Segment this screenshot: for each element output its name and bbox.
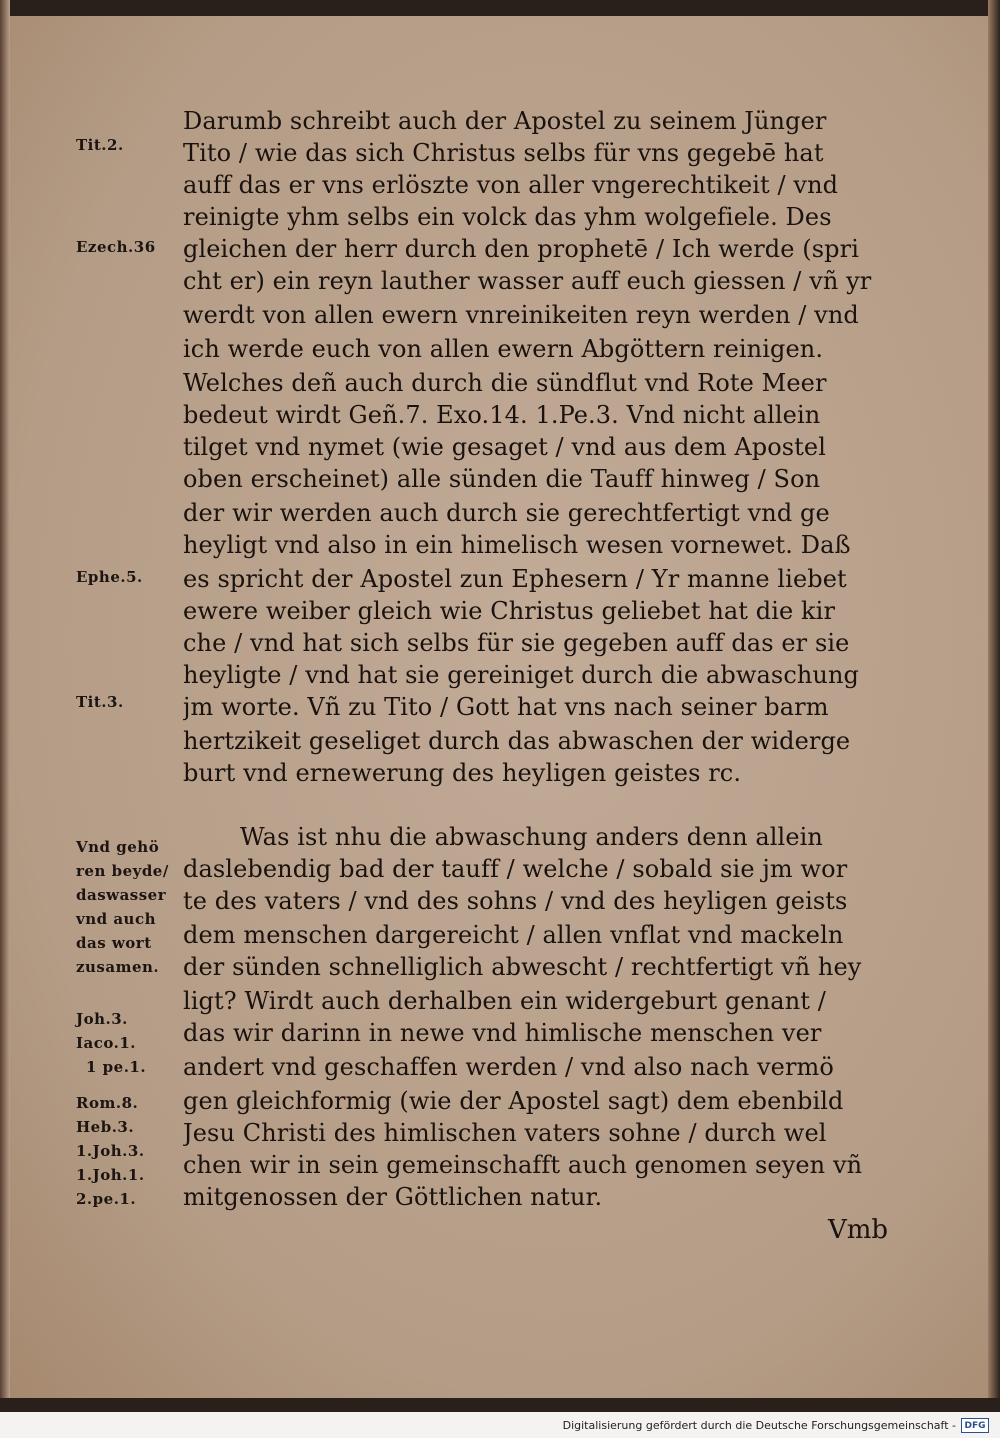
text-line: ligt? Wirdt auch derhalben ein widergeburt genant / [183, 987, 826, 1015]
margin-note: Tit.3. [76, 693, 124, 711]
margin-note: Joh.3. [76, 1010, 128, 1028]
text-line: der wir werden auch durch sie gerechtfertigt vnd ge [183, 499, 830, 527]
text-line: cht er) ein reyn lauther wasser auff euch giessen / vñ yr [183, 267, 872, 295]
margin-note: 1.Joh.3. [76, 1142, 145, 1160]
catchword: Vmb [828, 1215, 889, 1245]
right-scan-edge [988, 0, 1000, 1412]
text-line: es spricht der Apostel zun Ephesern / Yr manne liebet [183, 565, 847, 593]
text-line: mitgenossen der Göttlichen natur. [183, 1183, 603, 1211]
text-line: burt vnd ernewerung des heyligen geistes rc. [183, 759, 742, 787]
text-line: chen wir in sein gemeinschafft auch genomen seyen vñ [183, 1151, 863, 1179]
text-line: heyligte / vnd hat sie gereiniget durch die abwaschung [183, 661, 859, 689]
text-line: der sünden schnelliglich abwescht / rechtfertigt vñ hey [183, 953, 862, 981]
text-line: ewere weiber gleich wie Christus geliebet hat die kir [183, 597, 836, 625]
text-line: jm worte. Vñ zu Tito / Gott hat vns nach seiner barm [183, 693, 829, 721]
margin-note: zusamen. [76, 958, 160, 976]
text-line: oben erscheinet) alle sünden die Tauff hinweg / Son [183, 465, 821, 493]
text-line: Tito / wie das sich Christus selbs für vns gegebē hat [183, 139, 824, 167]
margin-note: ren beyde/ [76, 862, 169, 880]
margin-note: 1.Joh.1. [76, 1166, 145, 1184]
margin-note: das wort [76, 934, 152, 952]
text-line: bedeut wirdt Geñ.7. Exo.14. 1.Pe.3. Vnd nicht allein [183, 401, 821, 429]
text-line: Jesu Christi des himlischen vaters sohne / durch wel [183, 1119, 827, 1147]
text-line: dem menschen dargereicht / allen vnflat vnd mackeln [183, 921, 844, 949]
margin-note: daswasser [76, 886, 167, 904]
margin-note: Vnd gehö [76, 838, 160, 856]
text-line: gleichen der herr durch den prophetē / Ich werde (spri [183, 235, 859, 263]
text-line: che / vnd hat sich selbs für sie gegeben auff das er sie [183, 629, 850, 657]
text-line: Was ist nhu die abwaschung anders denn allein [240, 823, 823, 851]
text-line: das wir darinn in newe vnd himlische menschen ver [183, 1019, 822, 1047]
text-line: ich werde euch von allen ewern Abgöttern reinigen. [183, 335, 824, 363]
left-scan-edge [0, 0, 10, 1412]
margin-note: Ezech.36 [76, 238, 156, 256]
margin-note: Heb.3. [76, 1118, 135, 1136]
margin-note: Ephe.5. [76, 568, 143, 586]
margin-note: 1 pe.1. [86, 1058, 147, 1076]
text-line: werdt von allen ewern vnreinikeiten reyn werden / vnd [183, 301, 859, 329]
margin-note: Tit.2. [76, 136, 124, 154]
margin-note: 2.pe.1. [76, 1190, 137, 1208]
text-line: hertzikeit geseliget durch das abwaschen der widerge [183, 727, 851, 755]
footer-credit: Digitalisierung gefördert durch die Deutsche Forschungsgemeinschaft - [562, 1419, 956, 1432]
text-line: reinigte yhm selbs ein volck das yhm wolgefiele. Des [183, 203, 832, 231]
margin-note: vnd auch [76, 910, 156, 928]
margin-note: Iaco.1. [76, 1034, 136, 1052]
text-line: tilget vnd nymet (wie gesaget / vnd aus dem Apostel [183, 433, 827, 461]
text-line: auff das er vns erlöszte von aller vngerechtikeit / vnd [183, 171, 839, 199]
text-line: gen gleichformig (wie der Apostel sagt) dem ebenbild [183, 1087, 844, 1115]
top-scan-edge [0, 0, 1000, 16]
dfg-logo-icon: DFG [961, 1418, 989, 1433]
text-line: Welches deñ auch durch die sündflut vnd Rote Meer [183, 369, 827, 397]
text-line: heyligt vnd also in ein himelisch wesen vornewet. Daß [183, 531, 851, 559]
text-line: Darumb schreibt auch der Apostel zu seinem Jünger [183, 107, 827, 135]
text-line: daslebendig bad der tauff / welche / sobald sie jm wor [183, 855, 848, 883]
margin-note: Rom.8. [76, 1094, 139, 1112]
bottom-scan-edge [0, 1398, 1000, 1412]
text-line: te des vaters / vnd des sohns / vnd des heyligen geists [183, 887, 848, 915]
text-line: andert vnd geschaffen werden / vnd also nach vermö [183, 1053, 834, 1081]
